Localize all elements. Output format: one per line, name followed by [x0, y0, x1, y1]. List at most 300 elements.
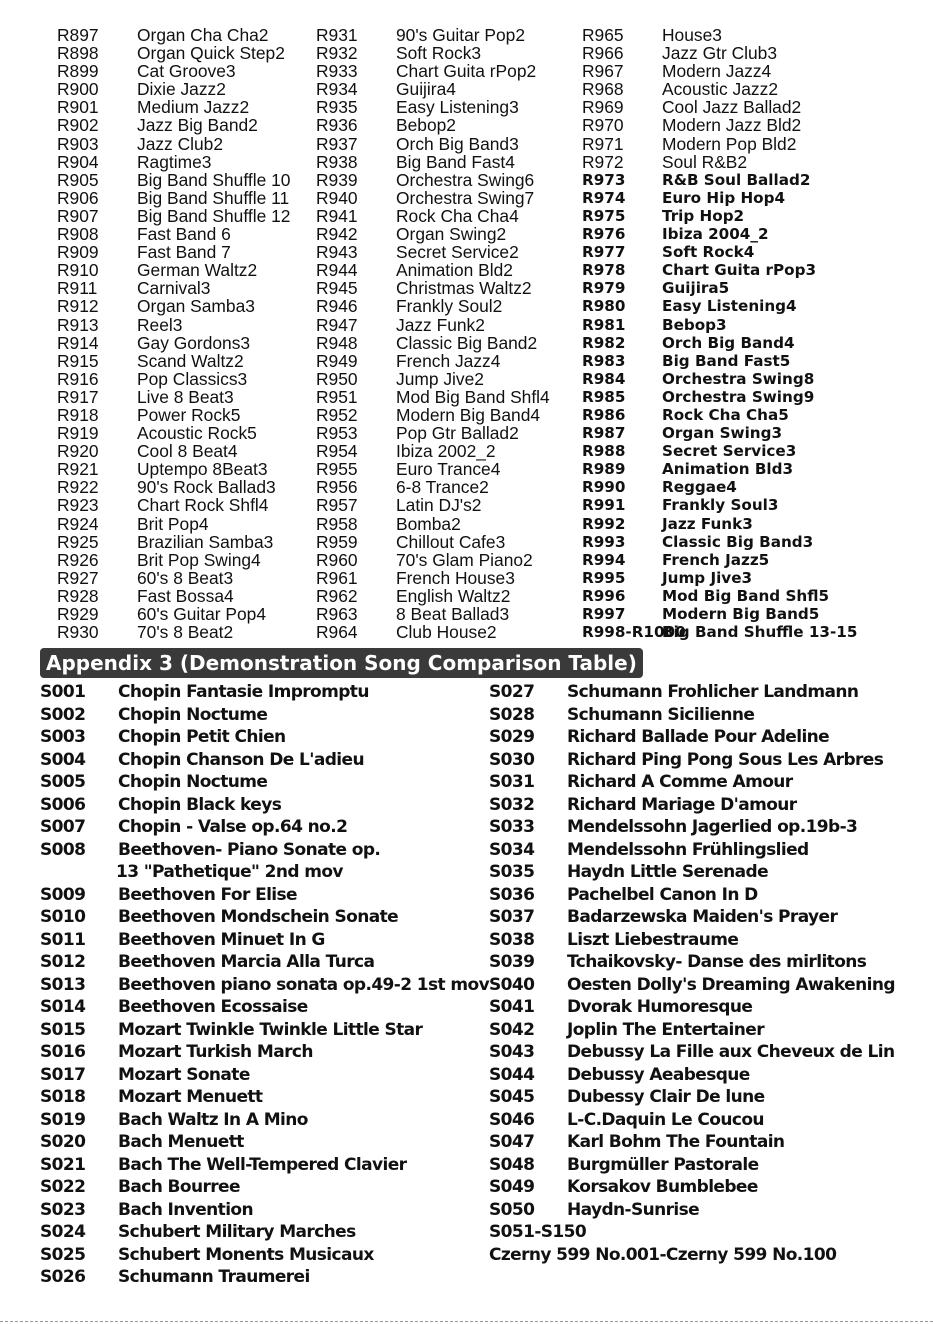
rhythm-name: Animation Bld3	[662, 460, 794, 479]
demo-song-row	[489, 1199, 836, 1222]
rhythm-code: R967	[582, 61, 624, 82]
demo-song-name: Oesten Dolly's Dreaming Awakening	[567, 974, 895, 995]
demo-song-code: S006	[40, 794, 86, 815]
demo-song-name: Schumann Traumerei	[118, 1267, 310, 1287]
demo-song-code: S014	[40, 997, 86, 1017]
rhythm-code: R915	[57, 350, 99, 371]
demo-song-code: S002	[40, 704, 86, 725]
demo-song-code: S015	[40, 1019, 86, 1040]
demo-song-code: S003	[40, 727, 86, 747]
rhythm-name: R&B Soul Ballad2	[662, 170, 811, 189]
demo-song-row	[489, 1019, 836, 1042]
rhythm-code: R986	[582, 405, 626, 424]
rhythm-code: R965	[582, 25, 624, 45]
rhythm-name: Organ Swing2	[396, 224, 507, 245]
demo-song-row	[489, 1176, 836, 1199]
demo-song-code: S040	[489, 974, 535, 995]
rhythm-code: R966	[582, 43, 624, 64]
rhythm-name: Orchestra Swing6	[396, 169, 535, 190]
rhythm-name: Medium Jazz2	[137, 97, 250, 118]
rhythm-name: Modern Jazz Bld2	[662, 115, 802, 136]
rhythm-code: R906	[57, 187, 99, 208]
rhythm-code: R941	[316, 205, 358, 226]
rhythm-name: Rock Cha Cha5	[662, 405, 789, 424]
demo-song-row	[489, 726, 836, 749]
rhythm-name: Ibiza 2004_2	[662, 225, 769, 244]
rhythm-row	[582, 514, 753, 533]
rhythm-code: R924	[57, 513, 99, 534]
rhythm-name: Trip Hop2	[662, 206, 745, 225]
rhythm-code: R979	[582, 279, 626, 298]
rhythm-name: Mod Big Band Shfl5	[662, 586, 830, 605]
rhythm-name: Scand Waltz2	[137, 350, 244, 371]
rhythm-code: R996	[582, 586, 626, 605]
rhythm-code: R994	[582, 550, 626, 569]
demo-song-code: S026	[40, 1267, 86, 1287]
rhythm-code: R970	[582, 115, 624, 136]
demo-song-row	[489, 1064, 836, 1087]
rhythm-name: Orch Big Band4	[662, 333, 795, 352]
rhythm-name: House3	[662, 25, 722, 45]
rhythm-code: R982	[582, 333, 626, 352]
rhythm-name: Classic Big Band2	[396, 332, 538, 353]
rhythm-name: Orchestra Swing7	[396, 187, 535, 208]
demo-song-row	[489, 951, 867, 974]
rhythm-row	[582, 206, 745, 225]
demo-song-row	[489, 839, 836, 862]
demo-song-code: S021	[40, 1154, 86, 1175]
rhythm-name: Ragtime3	[137, 151, 212, 172]
demo-song-code: S044	[489, 1064, 535, 1085]
demo-song-name: Mozart Sonate	[118, 1064, 250, 1085]
rhythm-code: R972	[582, 151, 624, 172]
rhythm-code: R922	[57, 477, 99, 498]
demo-song-code: S049	[489, 1177, 535, 1197]
demo-song-row	[489, 816, 858, 839]
rhythm-row	[582, 261, 817, 280]
demo-song-row	[489, 929, 836, 952]
demo-song-code: S047	[489, 1132, 535, 1152]
demo-song-code: S004	[40, 749, 86, 770]
rhythm-row	[582, 442, 797, 461]
rhythm-name: Big Band Shuffle 11	[137, 187, 290, 208]
demo-song-name: Bach Waltz In A Mino	[118, 1109, 308, 1130]
demo-song-name: Beethoven piano sonata op.49-2 1st mov	[118, 974, 490, 995]
demo-song-row	[489, 749, 884, 772]
rhythm-name: 70's 8 Beat2	[137, 622, 234, 643]
rhythm-code: R954	[316, 441, 358, 462]
rhythm-code: R991	[582, 496, 626, 515]
rhythm-code: R948	[316, 332, 358, 353]
rhythm-code: R958	[316, 513, 358, 534]
rhythm-name: Pop Gtr Ballad2	[396, 423, 519, 444]
rhythm-code: R934	[316, 79, 358, 100]
rhythm-code: R901	[57, 97, 99, 118]
demo-song-row	[489, 861, 836, 884]
demo-song-code: S008	[40, 839, 86, 860]
demo-song-row	[489, 1131, 836, 1154]
rhythm-code: R955	[316, 459, 358, 480]
rhythm-code: R959	[316, 531, 358, 552]
demo-song-name: Beethoven Minuet In G	[118, 929, 325, 950]
page-bottom-rule	[0, 1321, 933, 1322]
rhythm-name: Mod Big Band Shfl4	[396, 386, 550, 407]
rhythm-name: Jump Jive3	[662, 568, 753, 587]
rhythm-row	[582, 79, 778, 100]
demo-song-name: Burgmüller Pastorale	[567, 1154, 759, 1175]
demo-song-name: Mozart Menuett	[118, 1087, 263, 1107]
rhythm-code: R908	[57, 224, 99, 245]
rhythm-code: R960	[316, 549, 358, 570]
rhythm-code: R957	[316, 495, 358, 516]
rhythm-row	[582, 315, 727, 334]
rhythm-code: R944	[316, 260, 358, 281]
rhythm-name: Orchestra Swing9	[662, 387, 815, 406]
rhythm-name: Bebop2	[396, 115, 456, 136]
demo-song-name: Haydn Little Serenade	[567, 862, 768, 882]
demo-song-code: S025	[40, 1244, 86, 1265]
demo-song-code: S030	[489, 749, 535, 770]
rhythm-row	[582, 623, 858, 642]
demo-song-row	[489, 974, 895, 997]
demo-song-code: S041	[489, 997, 535, 1017]
rhythm-code: R946	[316, 296, 358, 317]
demo-song-code: S051-S150	[489, 1222, 587, 1242]
rhythm-name: Chart Guita rPop3	[662, 261, 817, 280]
rhythm-name: Modern Big Band4	[396, 404, 541, 425]
demo-song-code: S018	[40, 1087, 86, 1107]
rhythm-code: R936	[316, 115, 358, 136]
rhythm-code: R938	[316, 151, 358, 172]
rhythm-name: Uptempo 8Beat3	[137, 459, 268, 480]
rhythm-code: R937	[316, 133, 358, 154]
rhythm-code: R935	[316, 97, 358, 118]
rhythm-name: 8 Beat Ballad3	[396, 604, 510, 624]
demo-song-code: S036	[489, 884, 535, 905]
rhythm-code: R902	[57, 115, 99, 136]
rhythm-code: R952	[316, 404, 358, 425]
rhythm-name: French House3	[396, 567, 515, 588]
rhythm-code: R917	[57, 386, 99, 407]
demo-song-name: Dubessy Clair De lune	[567, 1087, 765, 1107]
rhythm-code: R974	[582, 188, 626, 207]
demo-song-code: S035	[489, 862, 535, 882]
rhythm-name: Euro Hip Hop4	[662, 188, 786, 207]
rhythm-row	[582, 297, 797, 316]
rhythm-row	[582, 243, 755, 262]
demo-song-code: S032	[489, 794, 535, 815]
demo-song-code: S048	[489, 1154, 535, 1175]
rhythm-code: R973	[582, 170, 626, 189]
rhythm-code: R993	[582, 532, 626, 551]
demo-song-name: Mendelssohn Jagerlied op.19b-3	[567, 817, 858, 837]
demo-song-code: S024	[40, 1222, 86, 1242]
rhythm-name: Power Rock5	[137, 404, 241, 425]
demo-song-name: Schubert Military Marches	[118, 1222, 356, 1242]
demo-song-code: S022	[40, 1177, 86, 1197]
rhythm-code: R997	[582, 605, 626, 623]
demo-song-name: Richard A Comme Amour	[567, 772, 793, 792]
rhythm-row	[582, 133, 797, 154]
demo-song-name: Schubert Monents Musicaux	[118, 1244, 374, 1265]
demo-song-name: Dvorak Humoresque	[567, 997, 753, 1017]
rhythm-code: R920	[57, 441, 99, 462]
rhythm-code: R971	[582, 133, 624, 154]
rhythm-row	[582, 43, 778, 64]
appendix-title: Appendix 3 (Demonstration Song Comparison Table)	[40, 648, 643, 678]
rhythm-code: R905	[57, 169, 99, 190]
demo-song-name: Bach Invention	[118, 1199, 254, 1220]
rhythm-code: R963	[316, 604, 358, 624]
rhythm-name: Brit Pop4	[137, 513, 209, 534]
rhythm-row	[582, 605, 820, 623]
rhythm-column-3	[582, 25, 858, 642]
rhythm-name: English Waltz2	[396, 585, 511, 606]
rhythm-code: R975	[582, 206, 626, 225]
rhythm-name: Acoustic Jazz2	[662, 79, 778, 100]
rhythm-name: 90's Guitar Pop2	[396, 25, 525, 45]
demo-song-row	[489, 1086, 836, 1109]
rhythm-code: R913	[57, 314, 99, 335]
rhythm-name: Organ Swing3	[662, 424, 783, 443]
demo-song-name: Chopin Noctume	[118, 704, 268, 725]
rhythm-name: Chillout Cafe3	[396, 531, 506, 552]
demo-song-code: S038	[489, 929, 535, 950]
rhythm-code: R947	[316, 314, 358, 335]
rhythm-name: 60's Guitar Pop4	[137, 604, 266, 624]
rhythm-code: R956	[316, 477, 358, 498]
rhythm-code: R911	[57, 278, 98, 299]
demo-song-name: Haydn-Sunrise	[567, 1199, 700, 1220]
rhythm-code: R964	[316, 622, 358, 643]
rhythm-row	[582, 460, 794, 479]
rhythm-code: R919	[57, 423, 99, 444]
rhythm-row	[582, 170, 811, 189]
rhythm-name: Frankly Soul3	[662, 496, 779, 515]
rhythm-row	[582, 188, 786, 207]
demo-song-code: S017	[40, 1064, 86, 1085]
demo-song-code: S012	[40, 952, 86, 972]
demo-song-code: S042	[489, 1019, 535, 1040]
demo-song-code: S045	[489, 1087, 535, 1107]
rhythm-row	[582, 496, 779, 515]
rhythm-name: Club House2	[396, 622, 497, 643]
demo-song-code: S016	[40, 1042, 86, 1062]
rhythm-code: R910	[57, 260, 99, 281]
rhythm-name: Jazz Funk3	[662, 514, 753, 533]
rhythm-list	[0, 26, 933, 646]
rhythm-row	[582, 25, 722, 45]
demo-song-name: Badarzewska Maiden's Prayer	[567, 907, 838, 927]
rhythm-name: Soft Rock3	[396, 43, 482, 64]
rhythm-code: R989	[582, 460, 626, 479]
demo-song-code: S028	[489, 704, 535, 725]
demo-song-row	[489, 906, 836, 929]
rhythm-code: R899	[57, 61, 99, 82]
rhythm-row	[582, 97, 802, 118]
rhythm-code: R926	[57, 549, 99, 570]
rhythm-name: Secret Service3	[662, 442, 797, 461]
rhythm-code: R995	[582, 568, 626, 587]
rhythm-name: Chart Guita rPop2	[396, 61, 537, 82]
rhythm-code: R962	[316, 585, 358, 606]
rhythm-code: R900	[57, 79, 99, 100]
rhythm-row	[582, 405, 789, 424]
rhythm-code: R998-R1000	[582, 623, 686, 642]
rhythm-row	[582, 61, 772, 82]
rhythm-name: Reel3	[137, 314, 183, 335]
demo-song-name: Beethoven Marcia Alla Turca	[118, 952, 375, 972]
rhythm-code: R923	[57, 495, 99, 516]
rhythm-name: Live 8 Beat3	[137, 386, 234, 407]
rhythm-row	[582, 369, 815, 388]
rhythm-name: Modern Jazz4	[662, 61, 772, 82]
demo-song-name: Richard Ballade Pour Adeline	[567, 727, 830, 747]
demo-song-code: S011	[40, 929, 86, 950]
rhythm-code: R904	[57, 151, 99, 172]
rhythm-name: Guijira4	[396, 79, 456, 100]
rhythm-code: R950	[316, 368, 358, 389]
rhythm-code: R921	[57, 459, 99, 480]
demo-song-name: Bach The Well-Tempered Clavier	[118, 1154, 407, 1175]
rhythm-name: Jazz Funk2	[396, 314, 485, 335]
rhythm-code: R987	[582, 424, 626, 443]
rhythm-code: R984	[582, 369, 626, 388]
rhythm-code: R933	[316, 61, 358, 82]
rhythm-name: Ibiza 2002_2	[396, 441, 496, 462]
rhythm-name: Jazz Gtr Club3	[662, 43, 778, 64]
rhythm-name: Soul R&B2	[662, 151, 748, 172]
rhythm-code: R903	[57, 133, 99, 154]
demo-song-row	[489, 1221, 836, 1244]
rhythm-code: R951	[316, 386, 358, 407]
rhythm-code: R983	[582, 351, 626, 370]
rhythm-name: Acoustic Rock5	[137, 423, 257, 444]
rhythm-code: R978	[582, 261, 626, 280]
rhythm-name: Bomba2	[396, 513, 461, 534]
rhythm-name: French Jazz4	[396, 350, 501, 371]
rhythm-name: Big Band Shuffle 12	[137, 205, 291, 226]
rhythm-row	[582, 351, 791, 370]
rhythm-name: Modern Big Band5	[662, 605, 820, 623]
rhythm-code: R990	[582, 478, 626, 497]
rhythm-name: Big Band Fast4	[396, 151, 515, 172]
demo-song-row	[489, 1041, 895, 1064]
rhythm-name: Dixie Jazz2	[137, 79, 226, 100]
rhythm-code: R976	[582, 225, 626, 244]
rhythm-code: R916	[57, 368, 99, 389]
rhythm-name: Animation Bld2	[396, 260, 513, 281]
rhythm-code: R977	[582, 243, 626, 262]
demo-song-column-right	[489, 681, 895, 1266]
rhythm-name: Euro Trance4	[396, 459, 501, 480]
rhythm-name: Organ Samba3	[137, 296, 255, 317]
rhythm-row	[582, 478, 737, 497]
demo-song-name: Korsakov Bumblebee	[567, 1177, 758, 1197]
rhythm-name: German Waltz2	[137, 260, 258, 281]
rhythm-name: Jazz Club2	[137, 133, 224, 154]
demo-song-row	[489, 704, 836, 727]
rhythm-name: Rock Cha Cha4	[396, 205, 519, 226]
demo-song-name: Richard Mariage D'amour	[567, 794, 797, 815]
demo-song-name: Beethoven For Elise	[118, 884, 297, 905]
demo-song-code: S010	[40, 907, 86, 927]
rhythm-code: R914	[57, 332, 99, 353]
demo-song-code: S050	[489, 1199, 535, 1220]
demo-song-name: Chopin Black keys	[118, 794, 282, 815]
demo-song-name: Chopin Noctume	[118, 772, 268, 792]
demo-song-row	[489, 884, 836, 907]
demo-song-code: S034	[489, 839, 535, 860]
demo-song-row	[489, 1244, 836, 1267]
rhythm-code: R942	[316, 224, 358, 245]
rhythm-code: R912	[57, 296, 99, 317]
rhythm-row	[582, 550, 770, 569]
rhythm-name: 60's 8 Beat3	[137, 567, 234, 588]
rhythm-name: 6-8 Trance2	[396, 477, 489, 498]
demo-song-row	[489, 794, 836, 817]
rhythm-code: R940	[316, 187, 358, 208]
demo-song-row	[489, 1154, 836, 1177]
rhythm-code: R928	[57, 585, 99, 606]
demo-song-code: S020	[40, 1132, 86, 1152]
demo-song-code: S007	[40, 817, 86, 837]
demo-song-code: S043	[489, 1042, 535, 1062]
rhythm-name: Fast Band 7	[137, 242, 231, 263]
rhythm-name: Bebop3	[662, 315, 727, 334]
rhythm-name: Brit Pop Swing4	[137, 549, 261, 570]
demo-song-name: Pachelbel Canon In D	[567, 884, 758, 905]
demo-song-name: Richard Ping Pong Sous Les Arbres	[567, 749, 884, 770]
rhythm-name: Organ Cha Cha2	[137, 25, 269, 45]
demo-song-name: Chopin Petit Chien	[118, 727, 286, 747]
rhythm-name: 70's Glam Piano2	[396, 549, 533, 570]
demo-song-name: Beethoven Ecossaise	[118, 997, 308, 1017]
rhythm-name: French Jazz5	[662, 550, 770, 569]
rhythm-name: Secret Service2	[396, 242, 519, 263]
demo-song-name: Bach Bourree	[118, 1177, 240, 1197]
rhythm-name: Jump Jive2	[396, 368, 484, 389]
demo-song-name: Beethoven Mondschein Sonate	[118, 907, 399, 927]
rhythm-code: R945	[316, 278, 358, 299]
rhythm-code: R943	[316, 242, 358, 263]
rhythm-name: Frankly Soul2	[396, 296, 503, 317]
rhythm-code: R898	[57, 43, 99, 64]
rhythm-code: R953	[316, 423, 358, 444]
rhythm-code: R925	[57, 531, 99, 552]
demo-song-name: Bach Menuett	[118, 1132, 244, 1152]
rhythm-row	[582, 279, 730, 298]
rhythm-name: Soft Rock4	[662, 243, 755, 262]
rhythm-row	[582, 151, 748, 172]
demo-song-name: Liszt Liebestraume	[567, 929, 739, 950]
rhythm-name: Cool 8 Beat4	[137, 441, 238, 462]
demo-song-table	[0, 681, 933, 1291]
demo-song-code: S005	[40, 772, 86, 792]
rhythm-name: Fast Band 6	[137, 224, 231, 245]
rhythm-name: Big Band Shuffle 13-15	[662, 623, 858, 642]
rhythm-code: R992	[582, 514, 626, 533]
demo-song-row	[489, 681, 859, 704]
rhythm-code: R930	[57, 622, 99, 643]
demo-song-code: S027	[489, 682, 535, 702]
demo-song-row	[489, 996, 836, 1019]
rhythm-name: Jazz Big Band2	[137, 115, 258, 136]
rhythm-code: R907	[57, 205, 99, 226]
rhythm-name: Orchestra Swing8	[662, 369, 815, 388]
rhythm-name: Brazilian Samba3	[137, 531, 274, 552]
rhythm-code: R929	[57, 604, 99, 624]
